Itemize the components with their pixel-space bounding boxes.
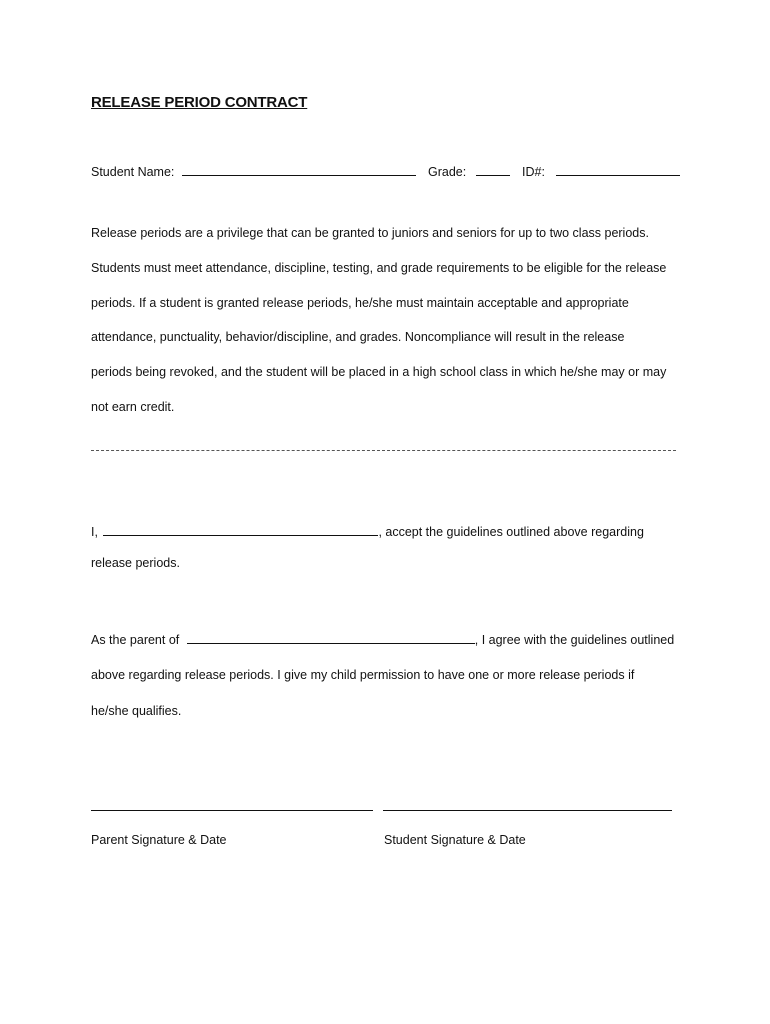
- parent-statement-line3: he/she qualifies.: [91, 704, 182, 718]
- student-statement-line2: release periods.: [91, 556, 180, 570]
- paragraph-line: periods. If a student is granted release periods, he/she must maintain acceptable and appropriate: [91, 296, 629, 310]
- student-name-label: Student Name:: [91, 165, 175, 179]
- parent-signature-label: Parent Signature & Date: [91, 833, 227, 847]
- id-label: ID#:: [522, 165, 545, 179]
- student-statement-prefix: I,: [91, 525, 98, 539]
- student-statement-suffix: , accept the guidelines outlined above regarding: [378, 525, 644, 539]
- grade-label: Grade:: [428, 165, 467, 179]
- id-group: [522, 165, 680, 179]
- parent-signature-line[interactable]: [91, 810, 373, 811]
- paragraph-line: attendance, punctuality, behavior/discipline, and grades. Noncompliance will result in the release: [91, 330, 625, 344]
- id-field[interactable]: [556, 174, 680, 176]
- grade-field[interactable]: [476, 174, 510, 176]
- student-acceptance-name-field[interactable]: [103, 534, 378, 536]
- parent-statement-line2: above regarding release periods. I give my child permission to have one or more release periods if: [91, 668, 635, 682]
- child-name-field[interactable]: [187, 642, 475, 644]
- student-info-row: [91, 165, 416, 179]
- paragraph-line: not earn credit.: [91, 400, 175, 414]
- student-statement: [91, 525, 644, 539]
- paragraph-line: periods being revoked, and the student will be placed in a high school class in which he/she may or may: [91, 365, 667, 379]
- parent-statement: [91, 633, 674, 647]
- cut-line-divider: [91, 450, 676, 451]
- student-signature-line[interactable]: [383, 810, 672, 811]
- document-title: RELEASE PERIOD CONTRACT: [91, 94, 308, 111]
- parent-statement-suffix: , I agree with the guidelines outlined: [474, 633, 675, 647]
- paragraph-line: Release periods are a privilege that can be granted to juniors and seniors for up to two class periods.: [91, 226, 649, 240]
- paragraph-line: Students must meet attendance, discipline, testing, and grade requirements to be eligible for the release: [91, 261, 667, 275]
- student-name-field[interactable]: [182, 174, 416, 176]
- grade-group: [428, 165, 510, 179]
- parent-statement-prefix: As the parent of: [91, 633, 180, 647]
- student-signature-label: Student Signature & Date: [384, 833, 526, 847]
